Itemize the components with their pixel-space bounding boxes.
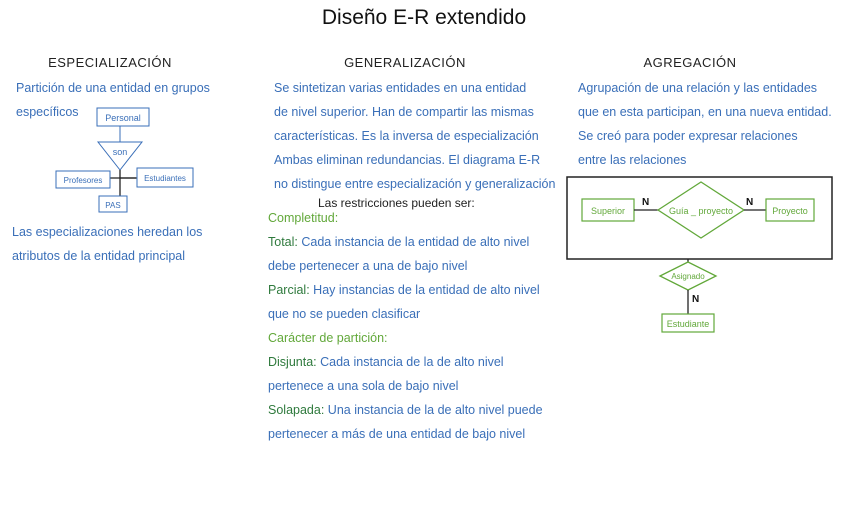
especializacion-footer: [12, 220, 202, 268]
agregacion-desc-line: entre las relaciones: [578, 153, 687, 167]
completitud-label: Completitud:: [268, 211, 339, 225]
generalizacion-heading: GENERALIZACIÓN: [344, 55, 466, 70]
agregacion-description: [578, 76, 832, 172]
disjunta-text: Cada instancia de la de alto nivel: [320, 355, 504, 369]
especializacion-footer-line: atributos de la entidad principal: [12, 249, 186, 263]
parcial-label: Parcial:: [268, 283, 310, 297]
agregacion-desc-line: que en esta participan, en una nueva entidad.: [578, 105, 832, 119]
restricciones-title: Las restricciones pueden ser:: [318, 196, 475, 210]
generalizacion-desc-line: no distingue entre especialización y generalización: [274, 177, 556, 191]
disjunta-text: pertenece a una sola de bajo nivel: [268, 379, 459, 393]
card-right: N: [746, 197, 754, 208]
disjunta-label: Disjunta:: [268, 355, 317, 369]
total-text: Cada instancia de la entidad de alto nivel: [301, 235, 530, 249]
particion-label: Carácter de partición:: [268, 331, 388, 345]
entity-superior-label: Superior: [590, 206, 626, 216]
parcial-text: que no se pueden clasificar: [268, 307, 421, 321]
agregacion-desc-line: Se creó para poder expresar relaciones: [578, 129, 798, 143]
generalizacion-desc-line: de nivel superior. Han de compartir las mismas: [274, 105, 534, 119]
generalizacion-desc-line: características. Es la inversa de especialización: [274, 129, 539, 143]
relationship-label: Guía _ proyecto: [668, 206, 734, 216]
entity-estudiante-label: Estudiante: [666, 319, 710, 329]
isa-label: son: [112, 147, 128, 157]
total-text: debe pertenecer a una de bajo nivel: [268, 259, 468, 273]
entity-proyecto-label: Proyecto: [772, 206, 808, 216]
aggregation-box: [567, 177, 832, 259]
agregacion-heading: AGREGACIÓN: [643, 55, 737, 70]
restricciones-block: [268, 206, 543, 446]
agregacion-desc-line: Agrupación de una relación y las entidades: [578, 81, 818, 95]
total-label: Total:: [268, 235, 298, 249]
especializacion-footer-line: Las especializaciones heredan los: [12, 225, 203, 239]
especializacion-heading: ESPECIALIZACIÓN: [48, 55, 172, 70]
generalizacion-desc-line: Se sintetizan varias entidades en una entidad: [274, 81, 527, 95]
assoc-label: Asignado: [671, 272, 705, 281]
page-title: Diseño E-R extendido: [321, 6, 527, 29]
especializacion-desc-line: Partición de una entidad en grupos: [16, 81, 210, 95]
parcial-text: Hay instancias de la entidad de alto nivel: [313, 283, 540, 297]
generalizacion-desc-line: Ambas eliminan redundancias. El diagrama E-R: [274, 153, 541, 167]
entity-profesores-label: Profesores: [63, 176, 103, 185]
solapada-text: Una instancia de la de alto nivel puede: [327, 403, 543, 417]
entity-pas-label: PAS: [105, 201, 121, 210]
card-bottom: N: [692, 294, 700, 305]
especializacion-diagram: [40, 100, 210, 220]
especializacion-desc-line: específicos: [16, 105, 79, 119]
agregacion-diagram: [560, 170, 840, 340]
solapada-label: Solapada:: [268, 403, 325, 417]
generalizacion-description: [274, 76, 555, 196]
card-left: N: [642, 197, 650, 208]
entity-estudiantes-label: Estudiantes: [144, 174, 186, 183]
solapada-text: pertenecer a más de una entidad de bajo nivel: [268, 427, 526, 441]
entity-personal-label: Personal: [105, 113, 141, 123]
